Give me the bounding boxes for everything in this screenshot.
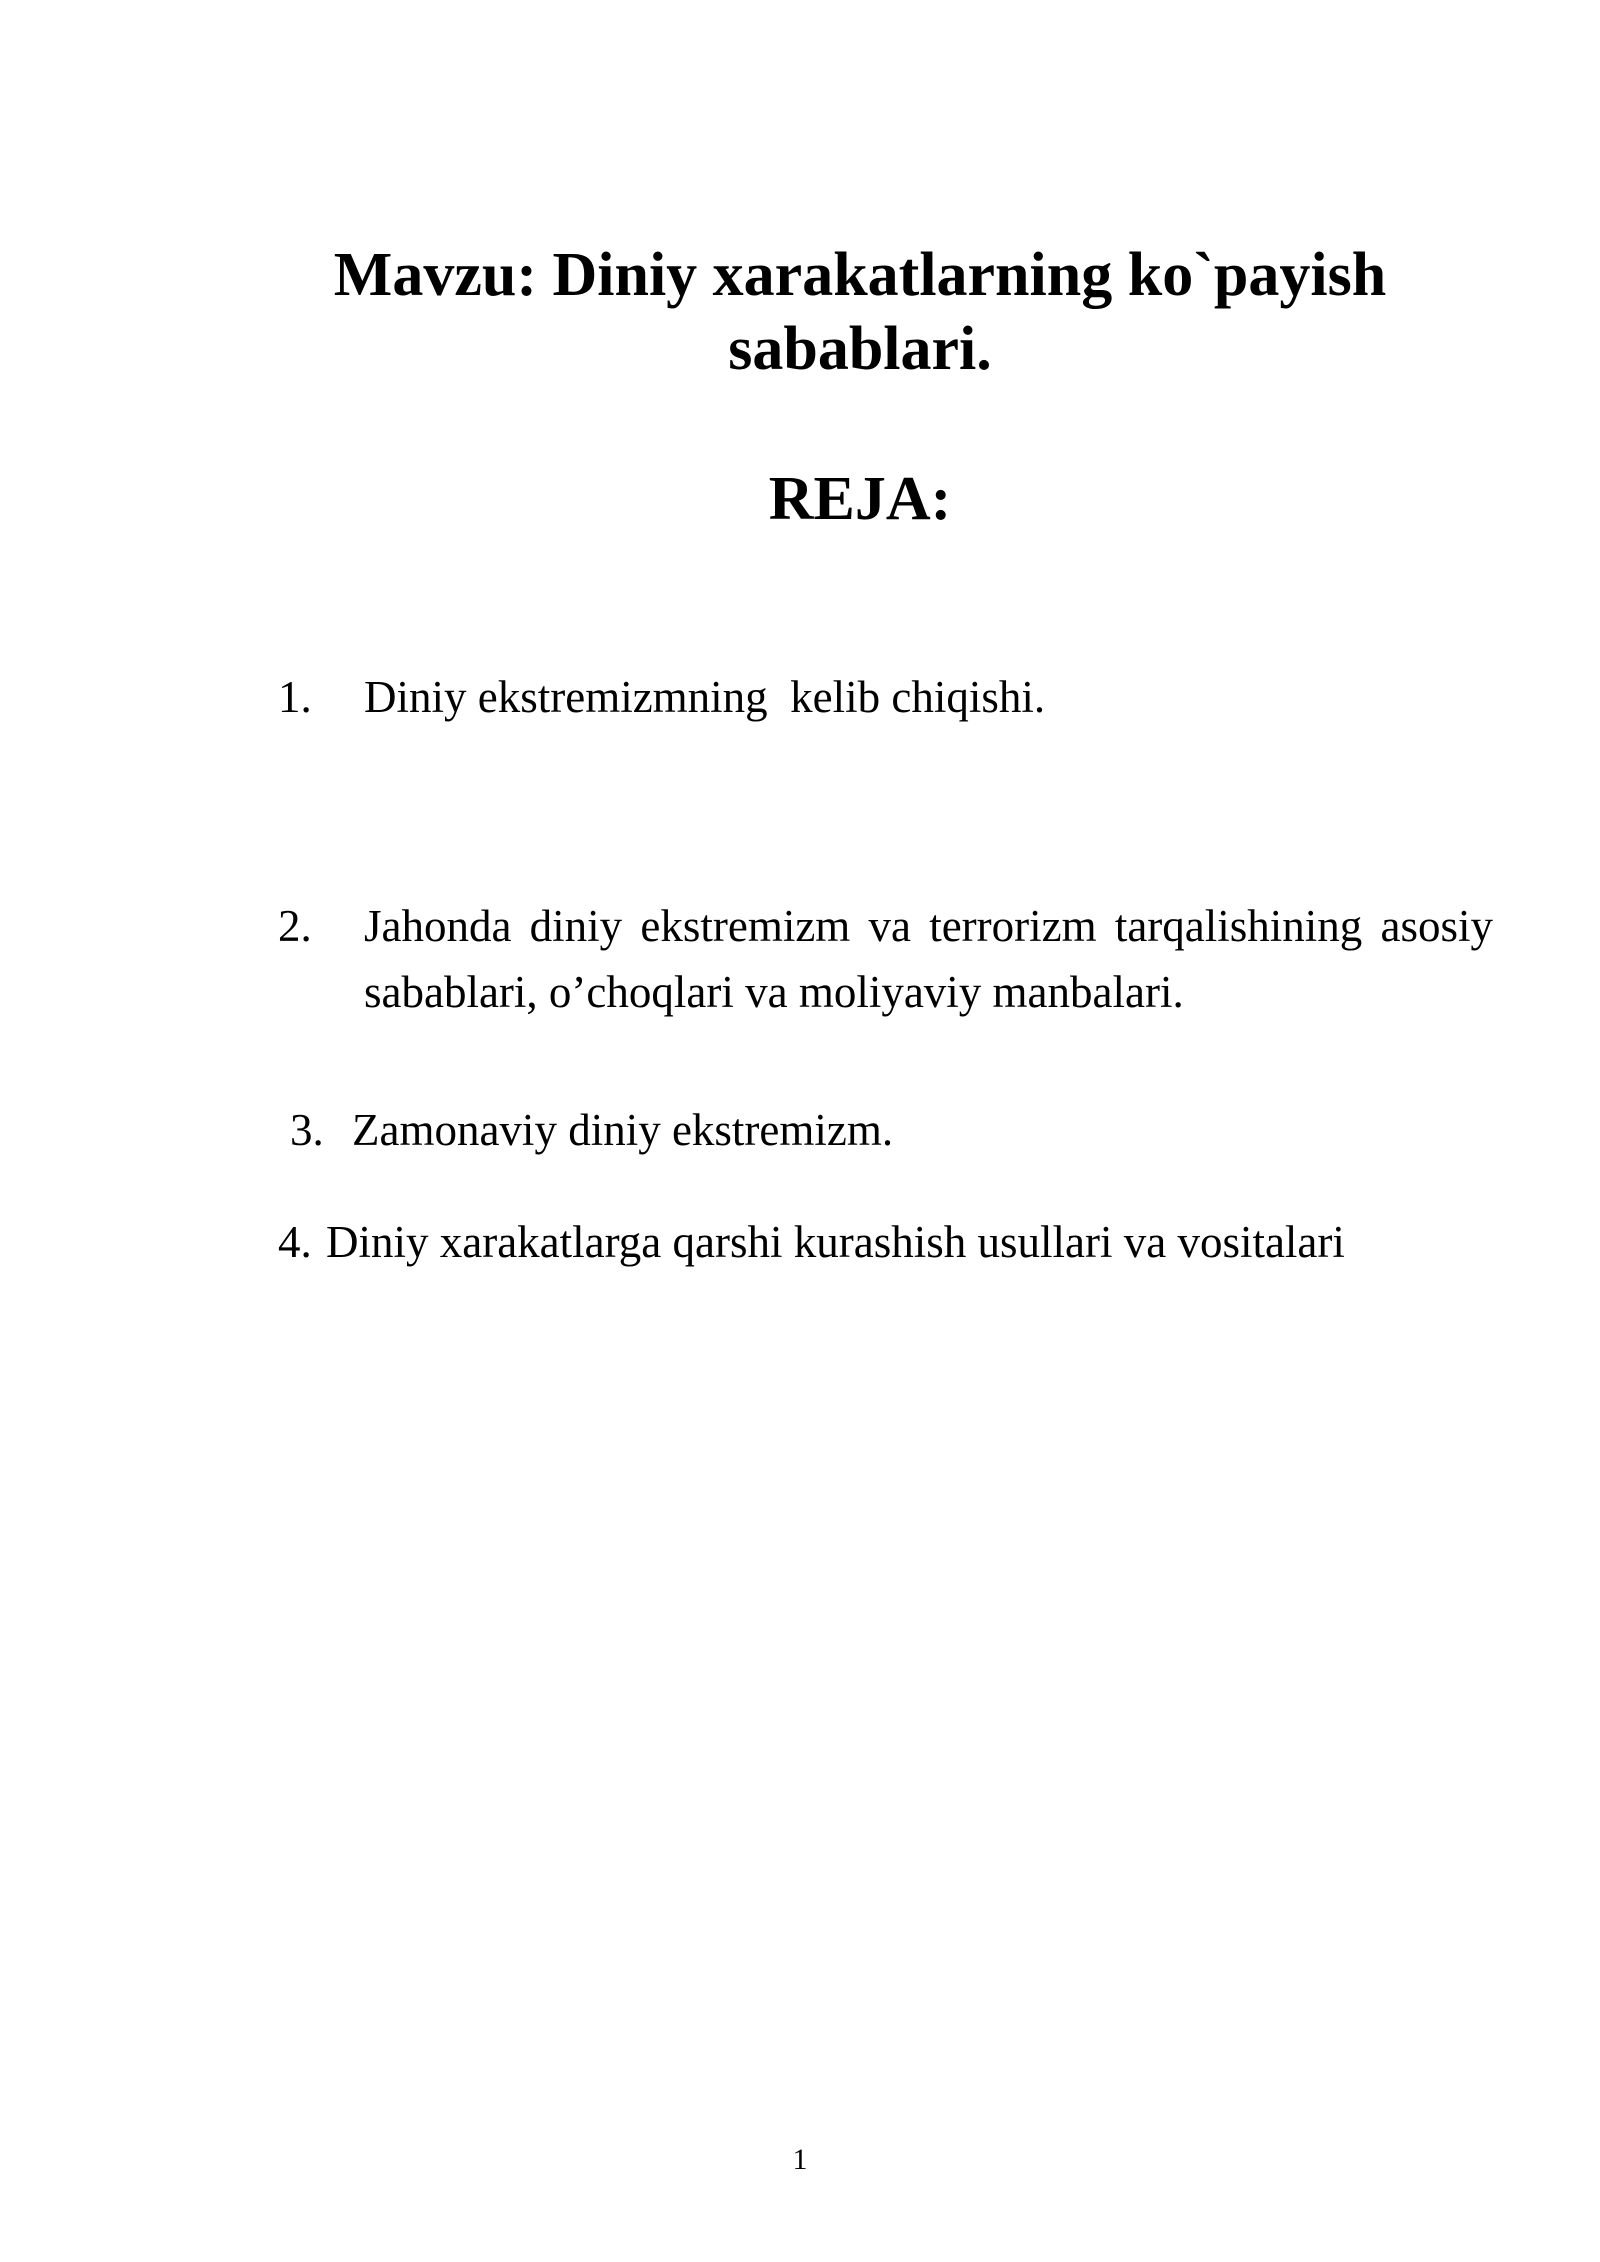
plan-item-number: 1. xyxy=(278,672,312,722)
plan-item xyxy=(278,1209,1493,1275)
plan-item-number: 4. xyxy=(278,1217,312,1267)
plan-item-text: Diniy xarakatlarga qarshi kurashish usullari va vositalari xyxy=(326,1217,1345,1267)
plan-item xyxy=(278,664,1493,730)
plan-heading: REJA: xyxy=(768,465,952,533)
plan-item-text: Diniy ekstremizmning kelib chiqishi. xyxy=(364,672,1046,722)
plan-item-number: 3. xyxy=(290,1105,324,1155)
plan-item-number: 2. xyxy=(278,901,312,951)
plan-item xyxy=(278,893,1493,1025)
plan-item-text: Jahonda diniy ekstremizm va terrorizm tarqalishining asosiy sabablari, o’choqlari va moliyaviy manbalari. xyxy=(364,901,1493,1017)
plan-item-text: Zamonaviy diniy ekstremizm. xyxy=(352,1105,894,1155)
page-number: 1 xyxy=(792,2143,808,2176)
plan-item xyxy=(290,1097,1490,1163)
document-title: Mavzu: Diniy xarakatlarning ko`payish sabablari. xyxy=(333,241,1387,383)
